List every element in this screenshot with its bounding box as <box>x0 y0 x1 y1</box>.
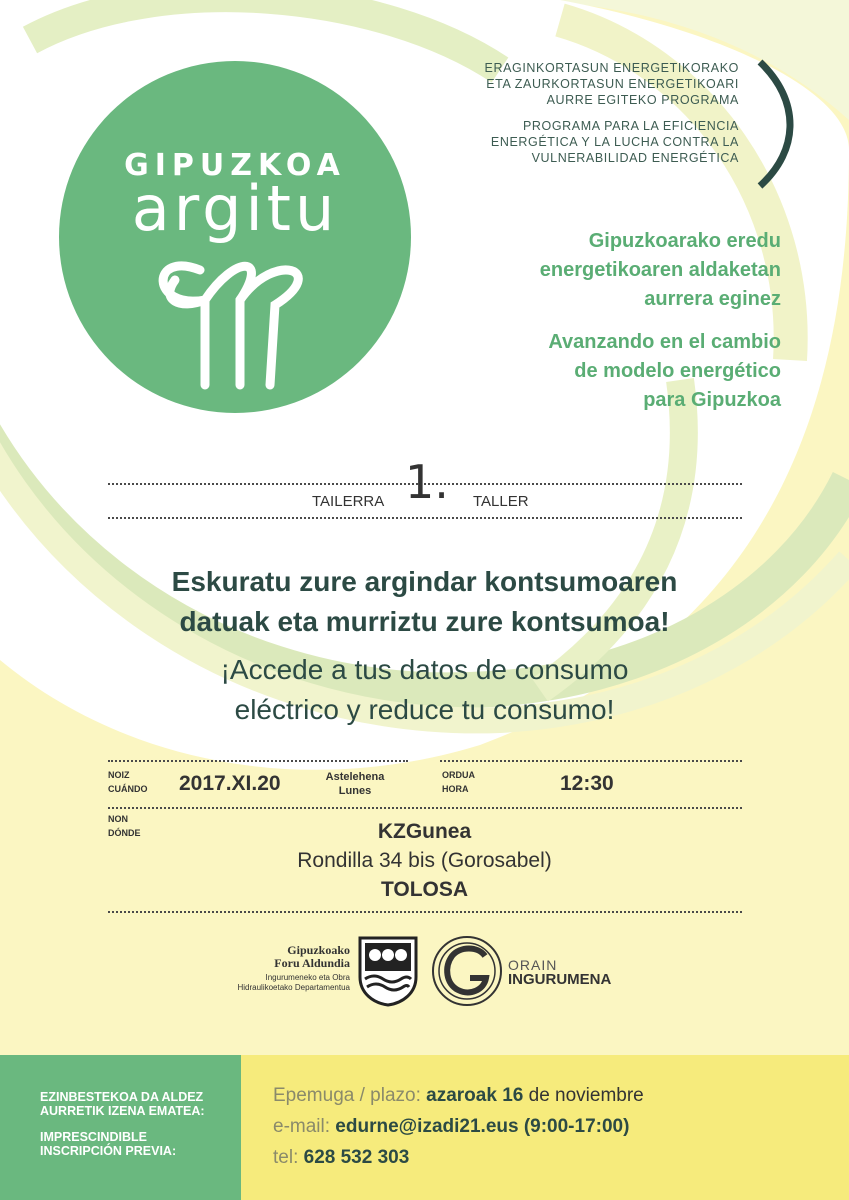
program-text-eu <box>485 60 739 108</box>
registration-required-eu <box>40 1090 205 1118</box>
orain-label: ORAIN <box>508 957 558 973</box>
city: TOLOSA <box>380 878 469 901</box>
program-es-line: ENERGÉTICA Y LA LUCHA CONTRA LA <box>490 135 739 149</box>
email-label: e-mail: <box>273 1116 331 1137</box>
headline-eu <box>0 562 849 642</box>
deadline-line <box>273 1085 644 1107</box>
gfa-dept: Ingurumeneko eta Obra <box>265 973 350 982</box>
logo-title: GIPUZKOA <box>124 148 346 183</box>
coat-of-arms-icon <box>357 935 419 1007</box>
tagline-eu <box>540 227 781 314</box>
divider <box>440 760 742 762</box>
phone-line <box>273 1147 409 1169</box>
program-text-es <box>491 118 739 166</box>
when-label <box>108 768 148 796</box>
headline-eu-line: Eskuratu zure argindar kontsumoaren <box>171 566 678 597</box>
program-eu-line: ETA ZAURKORTASUN ENERGETIKOARI <box>486 77 739 91</box>
divider <box>108 760 408 762</box>
logo-subtitle: argitu <box>131 172 339 245</box>
headline-eu-line: datuak eta murriztu zure kontsumoa! <box>179 606 670 637</box>
weekday-es: Lunes <box>338 785 372 797</box>
tagline-es <box>548 328 781 415</box>
workshop-label-eu: TAILERRA <box>312 493 385 510</box>
time-label-eu: ORDUA <box>442 770 475 780</box>
headline-es-line: ¡Accede a tus datos de consumo <box>220 654 629 685</box>
divider <box>108 517 742 519</box>
weekday-eu: Astelehena <box>325 771 385 783</box>
orain-g-logo-icon <box>430 934 505 1009</box>
required-line: AURRETIK IZENA EMATEA: <box>40 1104 205 1118</box>
workshop-number: 1. <box>405 455 449 509</box>
ingurumena-label: INGURUMENA <box>508 971 612 988</box>
divider <box>108 911 742 913</box>
deadline-label: Epemuga / plazo: <box>273 1085 421 1106</box>
gfa-logo-text <box>200 944 350 993</box>
registration-required-es <box>40 1130 176 1158</box>
program-es-line: VULNERABILIDAD ENERGÉTICA <box>531 151 739 165</box>
venue: KZGunea <box>377 820 472 843</box>
tagline-eu-line: aurrera eginez <box>644 288 781 310</box>
tagline-es-line: de modelo energético <box>574 360 781 382</box>
divider <box>108 807 742 809</box>
program-es-line: PROGRAMA PARA LA EFICIENCIA <box>522 119 739 133</box>
tagline-es-line: Avanzando en el cambio <box>548 331 781 353</box>
where-label-es: DÓNDE <box>108 828 141 838</box>
tagline-es-line: para Gipuzkoa <box>643 389 781 411</box>
phone-number[interactable]: 628 532 303 <box>303 1147 410 1168</box>
when-label-es: CUÁNDO <box>108 784 148 794</box>
required-line: IMPRESCINDIBLE <box>40 1130 147 1144</box>
event-date: 2017.XI.20 <box>179 772 281 795</box>
time-label <box>442 768 475 796</box>
gfa-name: Foru Aldundia <box>274 956 350 970</box>
weekday <box>320 770 390 798</box>
headline-es-line: eléctrico y reduce tu consumo! <box>234 694 615 725</box>
address: Rondilla 34 bis (Gorosabel) <box>297 849 552 872</box>
when-label-eu: NOIZ <box>108 770 130 780</box>
event-time: 12:30 <box>560 772 614 795</box>
gfa-dept: Hidraulikoetako Departamentua <box>237 983 350 992</box>
required-line: EZINBESTEKOA DA ALDEZ <box>40 1090 204 1104</box>
footer-registration-box <box>0 1055 241 1200</box>
program-eu-line: AURRE EGITEKO PROGRAMA <box>546 93 739 107</box>
gfa-name: Gipuzkoako <box>287 943 350 957</box>
tagline-eu-line: energetikoaren aldaketan <box>539 259 781 281</box>
tagline-eu-line: Gipuzkoarako eredu <box>588 230 781 252</box>
where-label-eu: NON <box>108 814 128 824</box>
time-label-es: HORA <box>442 784 469 794</box>
headline-es <box>0 650 849 730</box>
email-link[interactable]: edurne@izadi21.eus (9:00-17:00) <box>335 1116 630 1137</box>
deadline-es: de noviembre <box>528 1085 644 1106</box>
deadline-eu: azaroak 16 <box>426 1085 524 1106</box>
email-line <box>273 1116 629 1138</box>
program-eu-line: ERAGINKORTASUN ENERGETIKORAKO <box>484 61 739 75</box>
workshop-label-es: TALLER <box>473 493 529 510</box>
phone-label: tel: <box>273 1147 299 1168</box>
required-line: INSCRIPCIÓN PREVIA: <box>40 1144 177 1158</box>
